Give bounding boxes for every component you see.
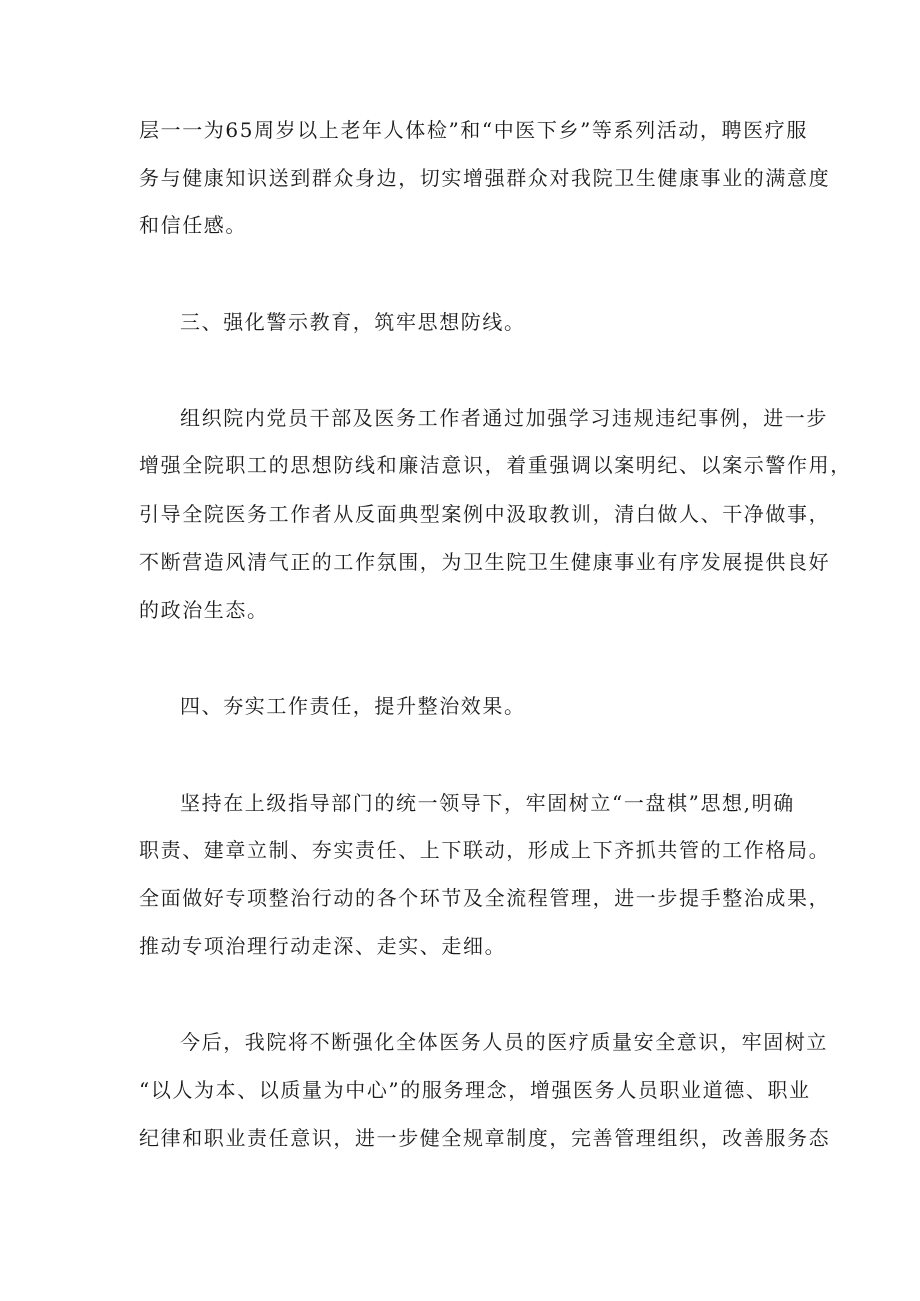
section-heading-3: 三、强化警示教育，筑牢思想防线。 xyxy=(180,310,526,334)
paragraph-first-line: 坚持在上级指导部门的统一领导下，牢固树立“一盘棋”思想,明确 xyxy=(180,791,795,815)
body-line: 务与健康知识送到群众身边，切实增强群众对我院卫生健康事业的满意度 xyxy=(139,166,831,190)
body-line: 引导全院医务工作者从反面典型案例中汲取教训，清白做人、干净做事， xyxy=(139,502,831,526)
paragraph-first-line: 组织院内党员干部及医务工作者通过加强学习违规违纪事例，进一步 xyxy=(180,406,828,430)
body-line: 全面做好专项整治行动的各个环节及全流程管理，进一步提手整治成果， xyxy=(139,886,831,910)
body-line: “以人为本、以质量为中心”的服务理念，增强医务人员职业道德、职业 xyxy=(139,1078,811,1102)
body-line: 的政治生态。 xyxy=(139,598,269,622)
section-heading-4: 四、夯实工作责任，提升整治效果。 xyxy=(180,694,526,718)
body-line: 职责、建章立制、夯实责任、上下联动，形成上下齐抓共管的工作格局。 xyxy=(139,838,831,862)
body-line: 和信任感。 xyxy=(139,213,247,237)
body-line: 推动专项治理行动走深、走实、走细。 xyxy=(139,934,507,958)
body-line: 层一一为65周岁以上老年人体检”和“中医下乡”等系列活动，聘医疗服 xyxy=(139,118,808,142)
body-line: 不断营造风清气正的工作氛围，为卫生院卫生健康事业有序发展提供良好 xyxy=(139,550,831,574)
body-line: 增强全院职工的思想防线和廉洁意识，着重强调以案明纪、以案示警作用， xyxy=(139,453,852,477)
paragraph-first-line: 今后，我院将不断强化全体医务人员的医疗质量安全意识，牢固树立 xyxy=(180,1030,828,1054)
body-line: 纪律和职业责任意识，进一步健全规章制度，完善管理组织，改善服务态 xyxy=(139,1126,831,1150)
